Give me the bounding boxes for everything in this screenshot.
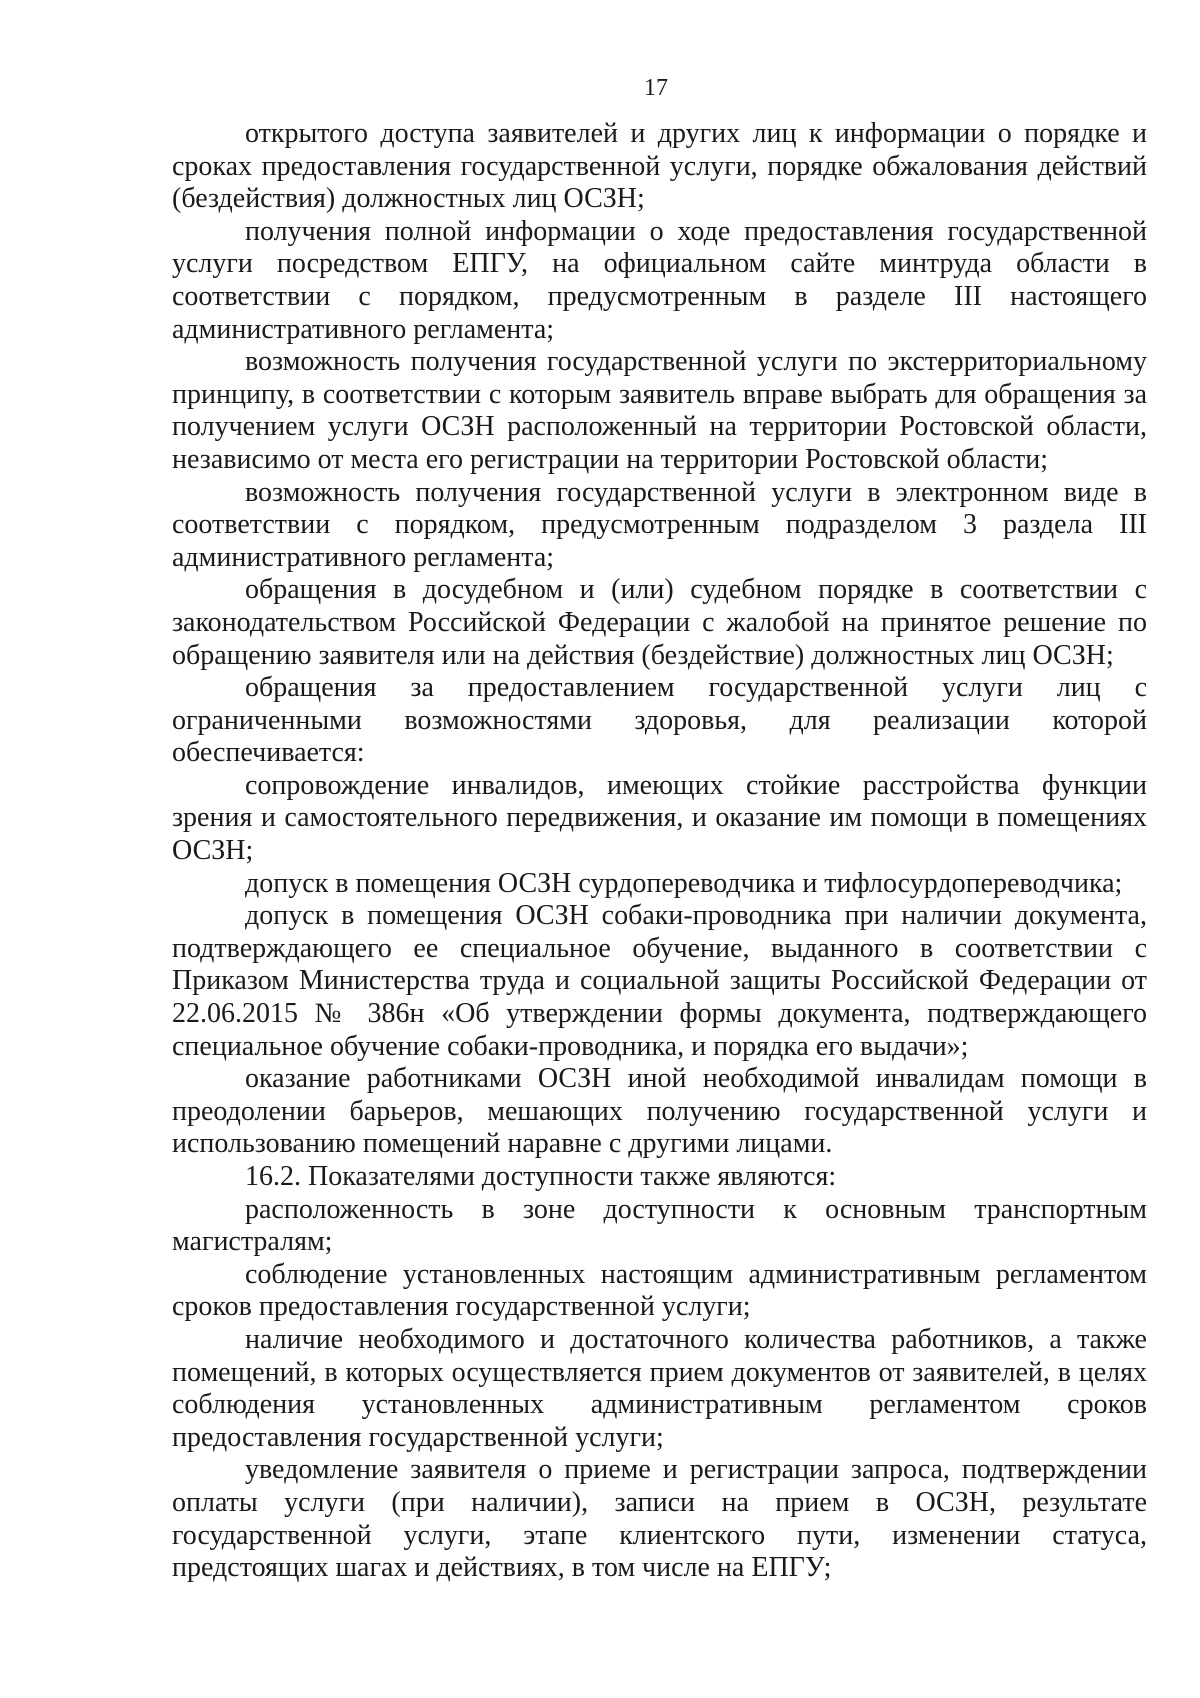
paragraph: соблюдение установленных настоящим административным регламентом сроков предоставления государственной услуги; xyxy=(172,1258,1147,1323)
page-number: 17 xyxy=(644,75,668,101)
paragraph: наличие необходимого и достаточного количества работников, а также помещений, в которых осуществляется прием документов от заявителей, в целях соблюдения установленных административным регламентом сроков предоставления государственной услуги; xyxy=(172,1323,1147,1453)
paragraph: получения полной информации о ходе предоставления государственной услуги посредством ЕПГУ, на официальном сайте минтруда области в соответствии с порядком, предусмотренным в разделе III настоящего административного регламента; xyxy=(172,215,1147,345)
paragraph: допуск в помещения ОСЗН собаки-проводника при наличии документа, подтверждающего ее специальное обучение, выданного в соответствии с Приказом Министерства труда и социальной защиты Российской Федерации от 22.06.2015 № 386н «Об утверждении формы документа, подтверждающего специальное обучение собаки-проводника, и порядка его выдачи»; xyxy=(172,900,1147,1062)
paragraph: сопровождение инвалидов, имеющих стойкие расстройства функции зрения и самостоятельного передвижения, и оказание им помощи в помещениях ОСЗН; xyxy=(172,769,1147,867)
paragraph: расположенность в зоне доступности к основным транспортным магистралям; xyxy=(172,1193,1147,1258)
paragraph: уведомление заявителя о приеме и регистрации запроса, подтверждении оплаты услуги (при наличии), записи на прием в ОСЗН, результате государственной услуги, этапе клиентского пути, изменении статуса, предстоящих шагах и действиях, в том числе на ЕПГУ; xyxy=(172,1454,1147,1584)
paragraph: оказание работниками ОСЗН иной необходимой инвалидам помощи в преодолении барьеров, мешающих получению государственной услуги и использованию помещений наравне с другими лицами. xyxy=(172,1063,1147,1160)
paragraph: обращения за предоставлением государственной услуги лиц с ограниченными возможностями здоровья, для реализации которой обеспечивается: xyxy=(172,672,1147,769)
paragraph: возможность получения государственной услуги в электронном виде в соответствии с порядком, предусмотренным подразделом 3 раздела III административного регламента; xyxy=(172,476,1147,573)
document-body xyxy=(172,118,1147,1585)
paragraph: возможность получения государственной услуги по экстерриториальному принципу, в соответствии с которым заявитель вправе выбрать для обращения за получением услуги ОСЗН расположенный на территории Ростовской области, независимо от места его регистрации на территории Ростовской области; xyxy=(172,346,1147,475)
paragraph: открытого доступа заявителей и других лиц к информации о порядке и сроках предоставления государственной услуги, порядке обжалования действий (бездействия) должностных лиц ОСЗН; xyxy=(172,118,1147,215)
paragraph: обращения в досудебном и (или) судебном порядке в соответствии с законодательством Российской Федерации с жалобой на принятое решение по обращению заявителя или на действия (бездействие) должностных лиц ОСЗН; xyxy=(172,574,1147,671)
paragraph: допуск в помещения ОСЗН сурдопереводчика и тифлосурдопереводчика; xyxy=(245,867,1123,899)
section-heading-16-2: 16.2. Показателями доступности также являются: xyxy=(245,1161,837,1192)
